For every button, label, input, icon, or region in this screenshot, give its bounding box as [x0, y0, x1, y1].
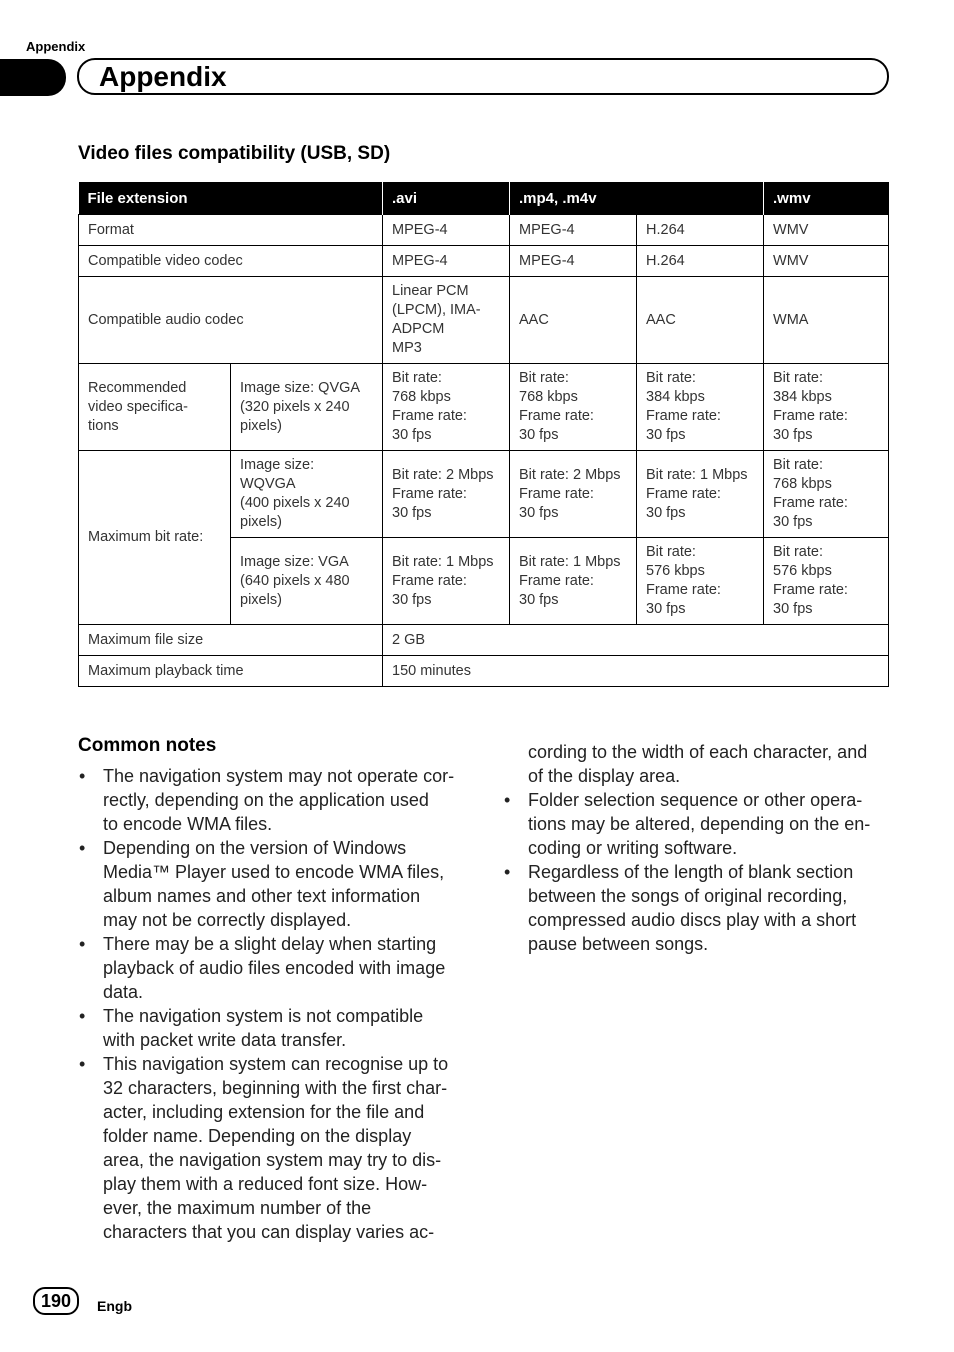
cell-line: 30 fps — [392, 504, 432, 521]
row-label: Compatible audio codec — [79, 277, 383, 364]
line: Regardless of the length of blank section — [528, 862, 854, 882]
cell: WMV — [764, 246, 889, 277]
cell-line: Bit rate: — [773, 370, 823, 386]
cell — [231, 364, 383, 451]
cell — [383, 451, 510, 538]
row-label: Format — [79, 215, 383, 246]
cell — [764, 451, 889, 538]
cell-line: Frame rate: — [392, 572, 467, 589]
cell-line: Frame rate: — [646, 582, 721, 598]
cell-line: (320 pixels x 240 — [240, 398, 350, 415]
cell-line: Bit rate: — [646, 370, 696, 386]
cell — [383, 538, 510, 625]
cell-line: 768 kbps — [773, 476, 832, 492]
cell-line: 30 fps — [646, 504, 686, 521]
cell — [510, 364, 637, 451]
cell: 150 minutes — [383, 656, 889, 687]
bullet: • — [79, 1054, 86, 1074]
line: to encode WMA files. — [103, 814, 273, 834]
cell: MPEG-4 — [510, 246, 637, 277]
cell-line: Bit rate: 1 Mbps — [646, 466, 748, 483]
line: cording to the width of each character, and — [528, 742, 868, 762]
table-row-format — [79, 215, 889, 246]
cell-line: Frame rate: — [646, 408, 721, 424]
cell — [231, 538, 383, 625]
line: album names and other text information — [103, 886, 421, 906]
line: play them with a reduced font size. How- — [103, 1174, 428, 1194]
cell-line: Frame rate: — [773, 582, 848, 598]
line: Depending on the version of Windows — [103, 838, 407, 858]
cell: H.264 — [637, 215, 764, 246]
line: coding or writing software. — [528, 838, 738, 858]
cell-line: MP3 — [392, 340, 422, 356]
language-code: Engb — [97, 1298, 132, 1314]
list-item — [78, 932, 478, 1004]
cell — [383, 277, 510, 364]
table-row-audio-codec — [79, 277, 889, 364]
notes-right-column — [503, 740, 903, 956]
cell-line: Image size: — [240, 457, 315, 473]
notes-heading: Common notes — [78, 735, 217, 756]
cell: 2 GB — [383, 625, 889, 656]
cell-line: 30 fps — [519, 591, 559, 608]
line: acter, including extension for the file and — [103, 1102, 425, 1122]
line: data. — [103, 982, 144, 1002]
cell — [383, 364, 510, 451]
list-item — [78, 836, 478, 932]
cell — [764, 364, 889, 451]
cell-line: 30 fps — [646, 601, 686, 617]
line: The navigation system is not compatible — [103, 1006, 424, 1026]
list-item — [503, 860, 903, 956]
line: area, the navigation system may try to dis- — [103, 1150, 442, 1170]
cell-line: 384 kbps — [646, 389, 705, 405]
table-header-row — [79, 182, 889, 215]
cell: MPEG-4 — [510, 215, 637, 246]
section-tab-marker — [0, 59, 66, 96]
cell — [510, 538, 637, 625]
line: Folder selection sequence or other opera- — [528, 790, 863, 810]
cell — [637, 451, 764, 538]
notes-left-column — [78, 764, 478, 1244]
header-file-extension: File extension — [79, 182, 383, 215]
cell-line: WQVGA — [240, 476, 296, 492]
bullet: • — [79, 1006, 86, 1026]
line: of the display area. — [528, 766, 681, 786]
table-row-video-codec — [79, 246, 889, 277]
cell-line: Bit rate: — [392, 370, 442, 386]
cell-line: Linear PCM — [392, 283, 469, 299]
cell: AAC — [637, 277, 764, 364]
cell-line: Bit rate: 2 Mbps — [392, 466, 494, 483]
line: There may be a slight delay when starting — [103, 934, 437, 954]
line: may not be correctly displayed. — [103, 910, 352, 930]
cell-line: pixels) — [240, 514, 282, 530]
header-avi: .avi — [383, 182, 510, 215]
line: between the songs of original recording, — [528, 886, 848, 906]
row-label: Compatible video codec — [79, 246, 383, 277]
cell-line: 30 fps — [773, 601, 813, 617]
bullet: • — [79, 838, 86, 858]
cell: WMV — [764, 215, 889, 246]
cell — [764, 538, 889, 625]
cell-line: ADPCM — [392, 321, 445, 337]
page-title: Appendix — [99, 61, 227, 92]
cell-line: 768 kbps — [519, 389, 578, 405]
cell-line: 30 fps — [773, 514, 813, 530]
running-head: Appendix — [26, 39, 86, 54]
cell-line: pixels) — [240, 417, 282, 434]
cell-line: 30 fps — [519, 427, 559, 443]
list-item — [78, 1004, 478, 1052]
cell: AAC — [510, 277, 637, 364]
cell: H.264 — [637, 246, 764, 277]
cell-line: Frame rate: — [392, 408, 467, 424]
cell-line: Frame rate: — [773, 408, 848, 424]
cell: MPEG-4 — [383, 215, 510, 246]
cell: MPEG-4 — [383, 246, 510, 277]
cell-line: 576 kbps — [646, 563, 705, 579]
header-wmv: .wmv — [764, 182, 889, 215]
cell-line: (640 pixels x 480 — [240, 572, 350, 589]
cell — [510, 451, 637, 538]
cell-line: pixels) — [240, 591, 282, 608]
cell-line: Image size: QVGA — [240, 379, 361, 396]
cell-line: video specifica- — [88, 398, 188, 415]
cell-line: Bit rate: — [646, 544, 696, 560]
list-item-continuation — [503, 740, 903, 788]
line: rectly, depending on the application used — [103, 790, 429, 810]
line: playback of audio files encoded with image — [103, 958, 446, 978]
table-row-max-file-size — [79, 625, 889, 656]
page-number: 190 — [33, 1287, 79, 1315]
line: The navigation system may not operate cor- — [103, 766, 455, 786]
cell-line: 576 kbps — [773, 563, 832, 579]
cell-line: 30 fps — [519, 504, 559, 521]
bullet: • — [79, 934, 86, 954]
cell — [637, 364, 764, 451]
cell-line: 30 fps — [392, 591, 432, 608]
line: folder name. Depending on the display — [103, 1126, 412, 1146]
cell-line: Bit rate: — [773, 544, 823, 560]
row-label: Maximum playback time — [79, 656, 383, 687]
cell-line: Bit rate: 1 Mbps — [392, 553, 494, 570]
cell-line: Image size: VGA — [240, 553, 349, 570]
line: compressed audio discs play with a short — [528, 910, 857, 930]
cell-line: 384 kbps — [773, 389, 832, 405]
cell-line: Recommended — [88, 379, 187, 396]
cell-line: Frame rate: — [519, 572, 594, 589]
line: This navigation system can recognise up to — [103, 1054, 449, 1074]
cell-line: 768 kbps — [392, 389, 451, 405]
cell: WMA — [764, 277, 889, 364]
cell-line: Bit rate: — [519, 370, 569, 386]
line: Media™ Player used to encode WMA files, — [103, 862, 445, 882]
cell-line: Bit rate: — [773, 457, 823, 473]
table-row-max-playback — [79, 656, 889, 687]
cell-line: Frame rate: — [519, 408, 594, 424]
list-item — [78, 764, 478, 836]
bullet: • — [79, 766, 86, 786]
cell-line: (LPCM), IMA- — [392, 302, 481, 318]
section-title: Video files compatibility (USB, SD) — [78, 143, 391, 164]
cell-line: Bit rate: 2 Mbps — [519, 466, 621, 483]
line: tions may be altered, depending on the en- — [528, 814, 871, 834]
cell-line: (400 pixels x 240 — [240, 495, 350, 511]
list-item — [503, 788, 903, 860]
cell-line: 30 fps — [392, 427, 432, 443]
cell-line: 30 fps — [773, 427, 813, 443]
row-label: Maximum file size — [79, 625, 383, 656]
cell-line: Frame rate: — [392, 485, 467, 502]
line: characters that you can display varies ac- — [103, 1222, 435, 1242]
cell-line: 30 fps — [646, 427, 686, 443]
list-item — [78, 1052, 478, 1244]
cell-line: Frame rate: — [646, 485, 721, 502]
cell-line: tions — [88, 417, 119, 434]
video-compatibility-table — [78, 182, 889, 687]
title-banner — [77, 58, 889, 95]
cell-line: Bit rate: 1 Mbps — [519, 553, 621, 570]
line: pause between songs. — [528, 934, 709, 954]
table-row-recommended — [79, 364, 889, 451]
row-label: Maximum bit rate: — [79, 451, 231, 625]
bullet: • — [504, 790, 511, 810]
row-label — [79, 364, 231, 451]
cell — [637, 538, 764, 625]
header-mp4: .mp4, .m4v — [510, 182, 764, 215]
cell — [231, 451, 383, 538]
cell-line: Frame rate: — [519, 485, 594, 502]
bullet: • — [504, 862, 511, 882]
line: ever, the maximum number of the — [103, 1198, 372, 1218]
cell-line: Frame rate: — [773, 495, 848, 511]
line: with packet write data transfer. — [103, 1030, 347, 1050]
table-row-max-bitrate-wqvga — [79, 451, 889, 538]
line: 32 characters, beginning with the first char- — [103, 1078, 448, 1098]
